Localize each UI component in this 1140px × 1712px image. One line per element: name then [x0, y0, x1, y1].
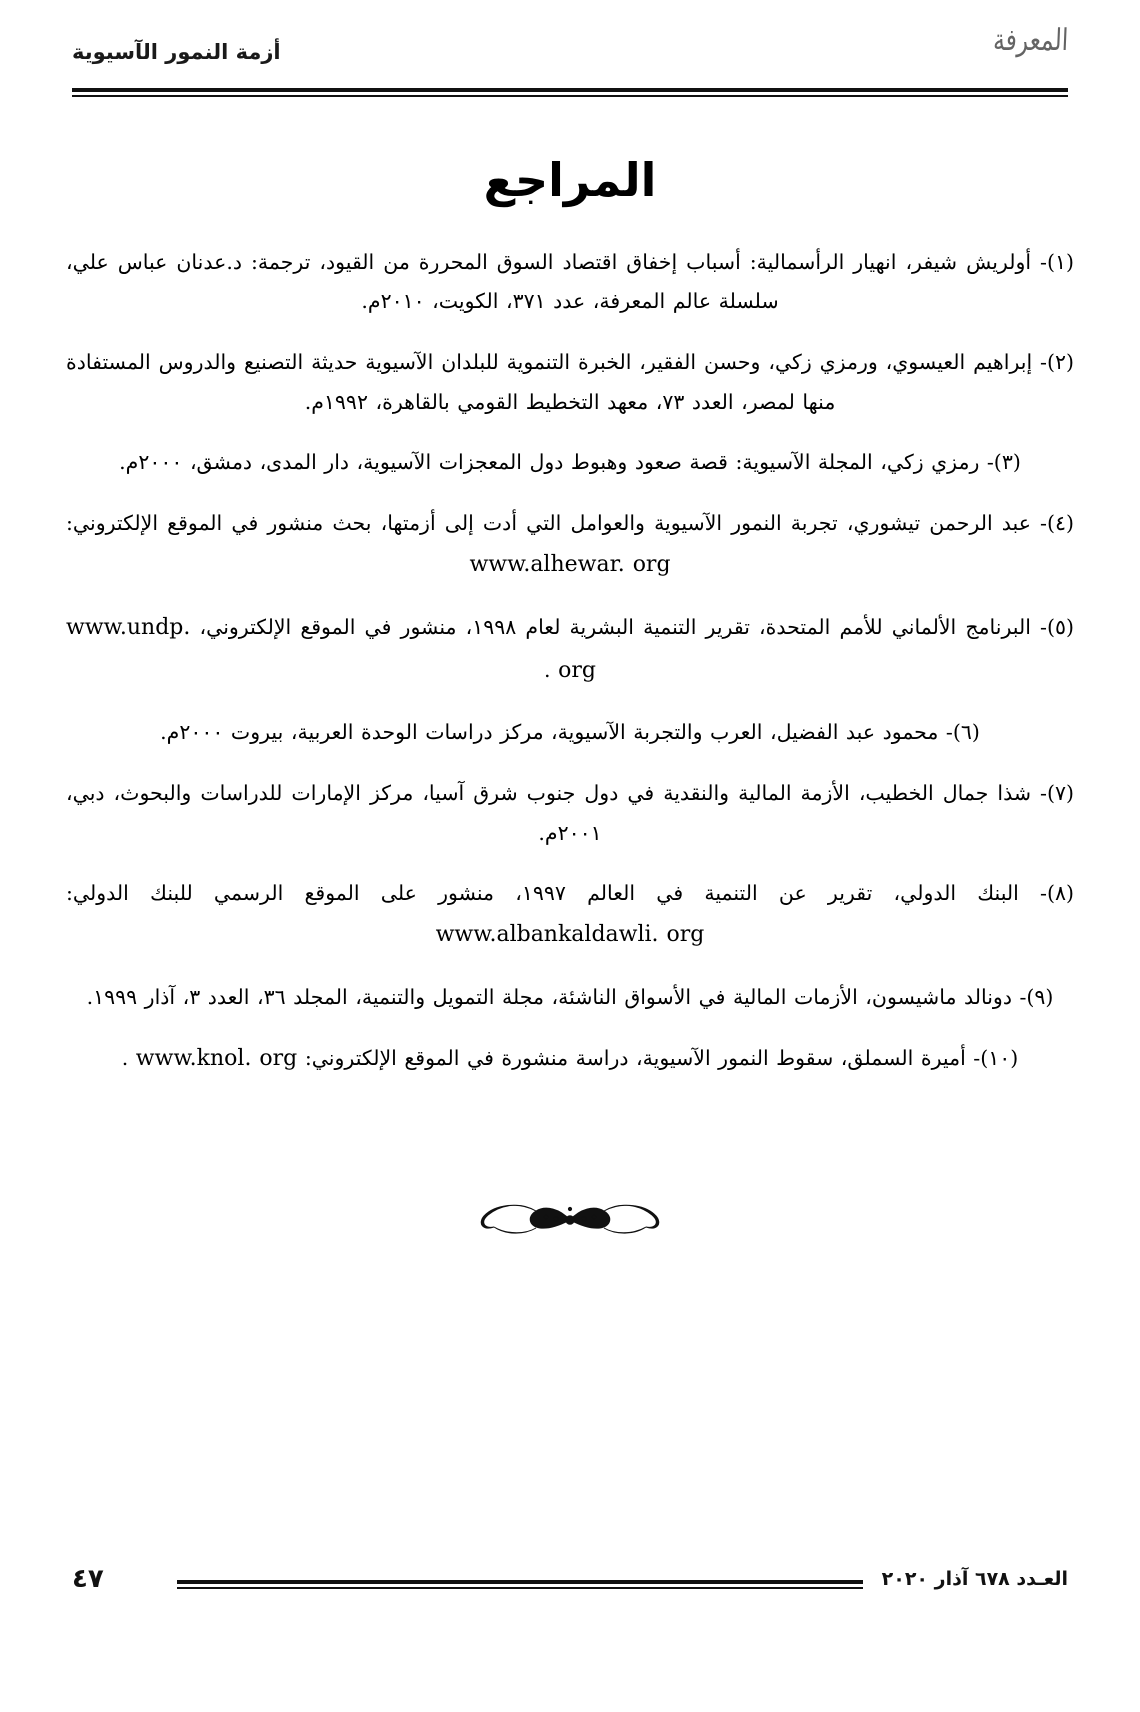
reference-item-4	[66, 504, 1074, 587]
reference-item-2	[66, 343, 1074, 423]
reference-url-8[interactable]: www.albankaldawli. org	[435, 922, 705, 948]
reference-text-2: (٢)- إبراهيم العيسوي، ورمزي زكي، وحسن الفقير، الخبرة التنموية للبلدان الآسيوية حديثة التصنيع والدروس المستفادة منها لمصر، العدد ٧٣، معهد التخطيط القومي بالقاهرة، ١٩٩٢م.	[66, 349, 1074, 414]
section-end-ornament	[0, 1195, 1140, 1255]
reference-text-9: (٩)- دونالد ماشيسون، الأزمات المالية في الأسواق الناشئة، مجلة التمويل والتنمية، المجلد ٣٦، العدد ٣، آذار ١٩٩٩.	[86, 984, 1054, 1009]
reference-text-4: (٤)- عبد الرحمن تيشوري، تجربة النمور الآسيوية والعوامل التي أدت إلى أزمتها، بحث منشور في الموقع الإلكتروني:	[66, 510, 1074, 535]
masthead-logo-text: المعرفة	[992, 23, 1069, 58]
reference-text-10: (١٠)- أميرة السملق، سقوط النمور الآسيوية، دراسة منشورة في الموقع الإلكتروني:	[304, 1046, 1019, 1071]
page-footer	[72, 1564, 1068, 1604]
reference-text-7: (٧)- شذا جمال الخطيب، الأزمة المالية والنقدية في دول جنوب شرق آسيا، مركز الإمارات للدراسات والبحوث، دبي، ٢٠٠١م.	[66, 780, 1074, 845]
reference-text-8: (٨)- البنك الدولي، تقرير عن التنمية في العالم ١٩٩٧، منشور على الموقع الرسمي للبنك الدولي:	[66, 881, 1074, 906]
reference-item-6	[66, 713, 1074, 753]
reference-item-1	[66, 243, 1074, 323]
reference-item-7	[66, 774, 1074, 854]
footer-issue-label: العـدد ٦٧٨ آذار ٢٠٢٠	[881, 1568, 1068, 1590]
footer-rule-thin	[177, 1587, 863, 1589]
running-head: أزمة النمور الآسيوية	[72, 40, 281, 64]
header-rule-thin	[72, 95, 1068, 97]
reference-item-3	[66, 443, 1074, 483]
reference-url-10[interactable]: www.knol. org	[135, 1046, 298, 1072]
page-header	[72, 23, 1069, 102]
reference-period-10: .	[121, 1046, 129, 1071]
page-title: المراجع	[483, 152, 657, 207]
references-list	[66, 222, 1074, 1086]
ornament-icon	[460, 1195, 680, 1245]
reference-text-5: (٥)- البرنامج الألماني للأمم المتحدة، تقرير التنمية البشرية لعام ١٩٩٨، منشور في الموقع الإلكتروني،	[199, 615, 1074, 640]
reference-item-10	[66, 1038, 1074, 1081]
footer-divider	[177, 1580, 863, 1589]
reference-item-5	[66, 607, 1074, 693]
reference-url-4[interactable]: www.alhewar. org	[469, 551, 671, 577]
reference-url-5[interactable]: www.undp. org	[66, 615, 596, 684]
reference-item-8	[66, 874, 1074, 957]
reference-period-5: .	[544, 658, 551, 683]
page-number: ٤٧	[72, 1564, 104, 1594]
masthead-logo	[918, 23, 1069, 84]
header-divider	[72, 88, 1068, 97]
reference-text-6: (٦)- محمود عبد الفضيل، العرب والتجربة الآسيوية، مركز دراسات الوحدة العربية، بيروت ٢٠٠٠م.	[160, 720, 980, 745]
reference-item-9	[66, 978, 1074, 1018]
reference-text-3: (٣)- رمزي زكي، المجلة الآسيوية: قصة صعود وهبوط دول المعجزات الآسيوية، دار المدى، دمشق، ٢٠٠٠م.	[119, 450, 1021, 475]
reference-text-1: (١)- أولريش شيفر، انهيار الرأسمالية: أسباب إخفاق اقتصاد السوق المحررة من القيود، ترجمة: د.عدنان عباس علي، سلسلة عالم المعرفة، عدد ٣٧١، الكويت، ٢٠١٠م.	[66, 249, 1074, 314]
